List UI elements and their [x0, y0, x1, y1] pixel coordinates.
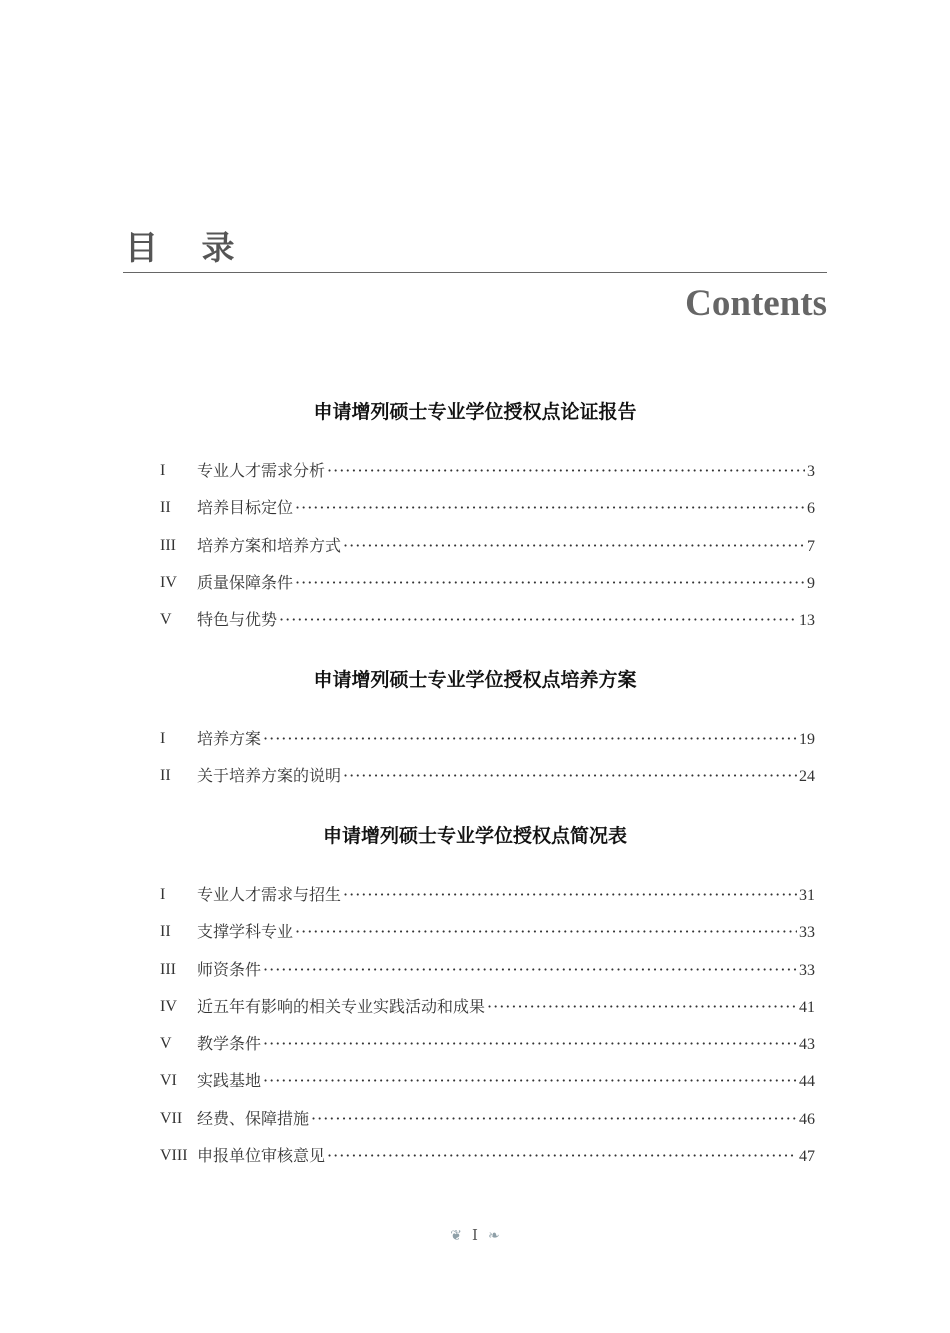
toc-section-plan: [0, 666, 950, 795]
entry-page: 43: [799, 1036, 815, 1054]
entry-title: 教学条件: [197, 1034, 262, 1054]
toc-entry[interactable]: [0, 452, 950, 489]
entry-title: 特色与优势: [197, 610, 278, 630]
toc-entry[interactable]: [0, 720, 950, 757]
toc-entry[interactable]: [0, 527, 950, 564]
dot-leader: [295, 489, 805, 526]
entry-page: 9: [807, 574, 815, 592]
entry-page: 7: [807, 537, 815, 555]
entry-title: 培养目标定位: [197, 498, 294, 518]
entry-title: 支撑学科专业: [197, 922, 294, 942]
entry-page: 3: [807, 463, 815, 480]
entry-number: VI: [160, 1072, 177, 1090]
dot-leader: [327, 1137, 797, 1174]
entry-title: 师资条件: [197, 959, 262, 979]
footer-page-number: I: [472, 1226, 478, 1244]
entry-title: 专业人才需求分析: [197, 461, 326, 480]
entry-title: 培养方案和培养方式: [197, 535, 342, 555]
toc-entry[interactable]: [0, 564, 950, 601]
toc-entry[interactable]: [0, 913, 950, 950]
entry-title: 近五年有影响的相关专业实践活动和成果: [197, 996, 486, 1016]
entry-title: 关于培养方案的说明: [197, 766, 342, 786]
entry-number: I: [160, 462, 166, 479]
dot-leader: [263, 1025, 797, 1062]
entry-title: 专业人才需求与招生: [197, 885, 342, 904]
entry-number: II: [160, 767, 171, 785]
toc-section-summary: [0, 822, 950, 1174]
entry-title: 申报单位审核意见: [197, 1146, 326, 1166]
dot-leader: [311, 1100, 797, 1137]
toc-entry[interactable]: [0, 951, 950, 988]
page-footer: [0, 1226, 950, 1244]
dot-leader: [343, 876, 797, 913]
entry-number: II: [160, 923, 171, 941]
toc-entry[interactable]: [0, 1137, 950, 1174]
dot-leader: [295, 564, 805, 601]
entry-title: 质量保障条件: [197, 572, 294, 592]
dot-leader: [295, 913, 797, 950]
dot-leader: [343, 527, 805, 564]
entry-page: 19: [799, 731, 815, 748]
toc-entry[interactable]: [0, 601, 950, 638]
entry-title: 经费、保障措施: [197, 1108, 310, 1128]
page-title: 目 录: [125, 228, 251, 267]
entry-number: IV: [160, 997, 177, 1015]
entry-number: V: [160, 611, 172, 629]
entry-number: VII: [160, 1109, 183, 1127]
toc-section-report: [0, 398, 950, 638]
entry-title: 实践基地: [197, 1071, 262, 1091]
dot-leader: [263, 1062, 797, 1099]
dot-leader: [279, 601, 797, 638]
entry-number: I: [160, 886, 166, 903]
entry-page: 13: [799, 612, 815, 630]
section-heading: 申请增列硕士专业学位授权点论证报告: [313, 401, 637, 423]
section-heading: 申请增列硕士专业学位授权点简况表: [322, 825, 627, 847]
toc-entry[interactable]: [0, 876, 950, 913]
entry-number: II: [160, 499, 171, 517]
toc-entry[interactable]: [0, 1062, 950, 1099]
toc-entry[interactable]: [0, 757, 950, 794]
entry-number: V: [160, 1035, 172, 1053]
entry-page: 24: [799, 768, 815, 786]
toc-entry[interactable]: [0, 1100, 950, 1137]
entry-page: 46: [799, 1110, 815, 1128]
dot-leader: [327, 452, 805, 489]
entry-number: III: [160, 960, 176, 978]
entry-number: IV: [160, 573, 177, 591]
entry-number: III: [160, 536, 176, 554]
title-divider: [123, 272, 827, 273]
toc-entry[interactable]: [0, 1025, 950, 1062]
ornament-left-icon: ❦: [450, 1228, 463, 1244]
entry-page: 41: [799, 998, 815, 1016]
entry-page: 33: [799, 961, 815, 979]
section-heading: 申请增列硕士专业学位授权点培养方案: [313, 669, 637, 691]
entry-page: 47: [799, 1148, 815, 1166]
entry-page: 31: [799, 887, 815, 904]
dot-leader: [487, 988, 797, 1025]
entry-page: 6: [807, 500, 815, 518]
dot-leader: [263, 951, 797, 988]
entry-title: 培养方案: [197, 729, 262, 748]
contents-subtitle: Contents: [685, 283, 827, 324]
entry-number: I: [160, 730, 166, 747]
toc-entry[interactable]: [0, 988, 950, 1025]
entry-page: 44: [799, 1073, 815, 1091]
entry-number: VIII: [160, 1147, 188, 1165]
entry-page: 33: [799, 924, 815, 942]
toc-entry[interactable]: [0, 489, 950, 526]
dot-leader: [263, 720, 797, 757]
dot-leader: [343, 757, 797, 794]
ornament-right-icon: ❧: [487, 1228, 500, 1244]
